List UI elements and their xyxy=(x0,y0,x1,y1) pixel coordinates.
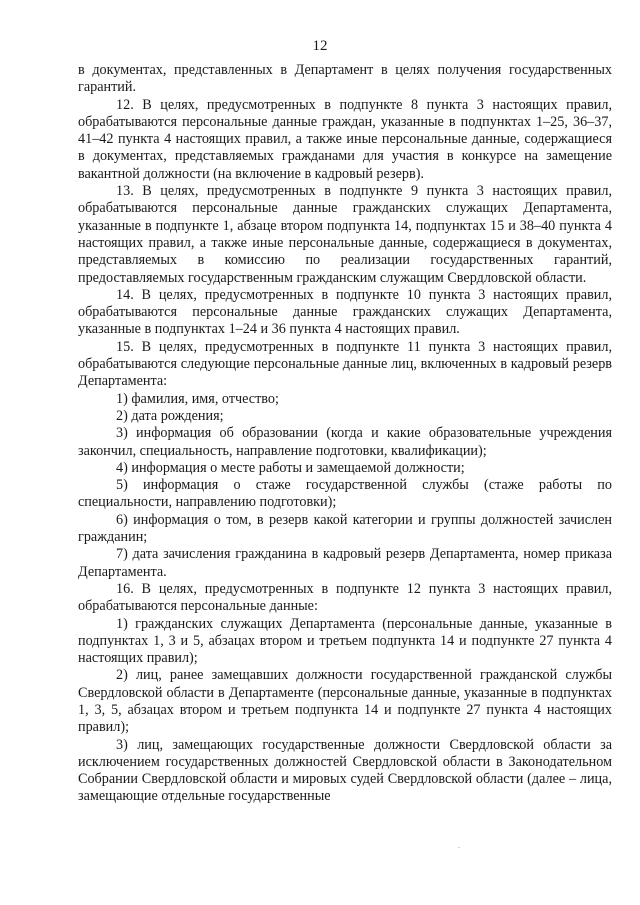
paragraph-14: 14. В целях, предусмотренных в подпункте 10 пункта 3 настоящих правил, обрабатываются персональные данные гражданских служащих Департамента, указанные в подпунктах 1–24 и 36 пункта 4 настоящих правил. xyxy=(78,286,612,338)
document-body xyxy=(78,62,612,806)
list-item-15-1: 1) фамилия, имя, отчество; xyxy=(116,390,279,407)
list-item-16-3: 3) лиц, замещающих государственные должности Свердловской области за исключением государственных должностей Свердловской области в Законодательном Собрании Свердловской области и мировых судей Свердловской области (далее – лица, замещающие отдельные государственные xyxy=(78,736,612,805)
list-item-15-6: 6) информация о том, в резерв какой категории и группы должностей зачислен гражданин; xyxy=(78,511,612,546)
paragraph-16: 16. В целях, предусмотренных в подпункте 12 пункта 3 настоящих правил, обрабатываются персональные данные: xyxy=(78,580,612,615)
paragraph-13: 13. В целях, предусмотренных в подпункте 9 пункта 3 настоящих правил, обрабатываются персональные данные гражданских служащих Департамента, указанные в подпункте 1, абзаце втором подпункта 14, подпунктах 15 и 38–40 пункта 4 настоящих правил, а также иные персональные данные, содержащиеся в документах, представляемых в комиссию по реализации государственных гарантий, предоставляемых государственным гражданским служащим Свердловской области. xyxy=(78,183,612,286)
page-number: 12 xyxy=(312,38,328,54)
list-item-15-2: 2) дата рождения; xyxy=(116,407,224,424)
list-item-15-3: 3) информация об образовании (когда и какие образовательные учреждения закончил, специальность, направление подготовки, квалификации); xyxy=(78,425,612,459)
list-item-15-7: 7) дата зачисления гражданина в кадровый резерв Департамента, номер приказа Департамента. xyxy=(78,546,612,580)
list-item-15-5: 5) информация о стаже государственной службы (стаже работы по специальности, направлению подготовки); xyxy=(78,477,612,511)
paragraph-12: 12. В целях, предусмотренных в подпункте 8 пункта 3 настоящих правил, обрабатываются персональные данные граждан, указанные в подпунктах 1–25, 36–37, 41–42 пункта 4 настоящих правил, а также иные персональные данные, содержащиеся в документах, представляемых гражданами для участия в конкурсе на замещение вакантной должности (на включение в кадровый резерв). xyxy=(78,96,612,182)
list-item-16-2: 2) лиц, ранее замещавших должности государственной гражданской службы Свердловской области в Департаменте (персональные данные, указанные в подпунктах 1, 3, 5, абзацах втором и третьем подпункта 14 и подпункте 27 пункта 4 настоящих правил); xyxy=(78,667,612,736)
paragraph-15: 15. В целях, предусмотренных в подпункте 11 пункта 3 настоящих правил, обрабатываются следующие персональные данные лиц, включенных в кадровый резерв Департамента: xyxy=(78,338,612,390)
list-item-16-1: 1) гражданских служащих Департамента (персональные данные, указанные в подпунктах 1, 3 и 5, абзацах втором и третьем подпункта 14 и подпункте 27 пункта 4 настоящих правил); xyxy=(78,615,612,667)
paragraph-continuation: в документах, представленных в Департамент в целях получения государственных гарантий. xyxy=(78,62,612,96)
list-item-15-4: 4) информация о месте работы и замещаемой должности; xyxy=(116,459,465,476)
scan-artifact xyxy=(458,847,460,848)
